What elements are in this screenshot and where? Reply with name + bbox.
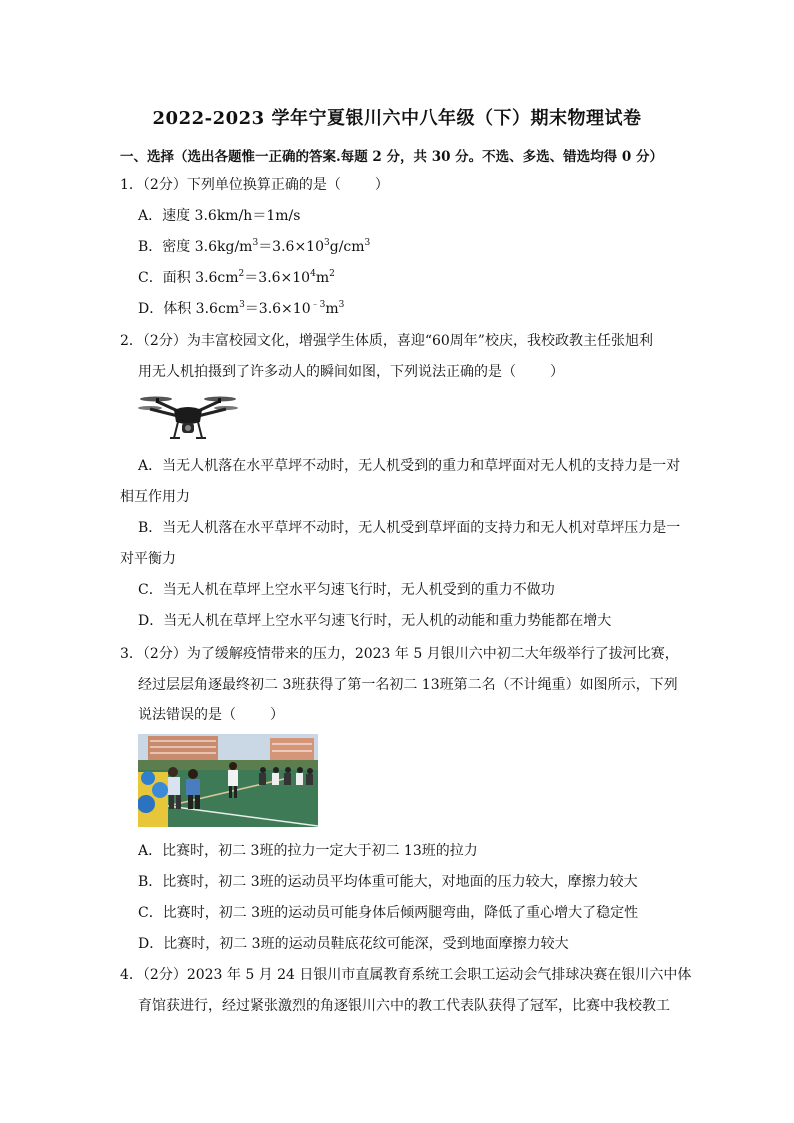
tug-of-war-photo (138, 734, 318, 827)
question-3-option-c: C．比赛时，初二 3班的运动员可能身体后倾两腿弯曲，降低了重心增大了稳定性 (138, 905, 639, 921)
question-3-stem-line1: 3．（2分）为了缓解疫情带来的压力，2023 年 5 月银川六中初二大年级举行了拔河比赛， (120, 646, 679, 662)
question-2-stem-line2: 用无人机拍摄到了许多动人的瞬间如图，下列说法正确的是（ ） (138, 364, 564, 380)
question-3-stem-line2: 经过层层角逐最终初二 3班获得了第一名初二 13班第二名（不计绳重）如图所示，下列 (138, 677, 678, 693)
question-1-stem: 1．（2分）下列单位换算正确的是（ ） (120, 177, 389, 193)
question-3-stem-line3: 说法错误的是（ ） (138, 707, 284, 723)
question-3-option-a: A．比赛时，初二 3班的拉力一定大于初二 13班的拉力 (138, 843, 478, 859)
question-1-option-c: C．面积 $3.6cm^2=3.6\times 10^4m^2$ (138, 269, 335, 286)
question-2-option-b-line2: 对平衡力 (120, 551, 176, 567)
question-1-option-d: D．体积 $3.6cm^3=3.6\times 10^{﹣3}m^3$ (138, 300, 345, 317)
question-2-stem-line1: 2．（2分）为丰富校园文化，增强学生体质，喜迎“60周年”校庆，我校政教主任张旭利 (120, 333, 653, 349)
question-3-option-d: D．比赛时，初二 3班的运动员鞋底花纹可能深，受到地面摩擦力较大 (138, 936, 569, 952)
drone-image (138, 392, 238, 444)
question-2-option-d: D．当无人机在草坪上空水平匀速飞行时，无人机的动能和重力势能都在增大 (138, 613, 612, 629)
question-1-option-b: B．密度 $3.6kg/m^3=3.6\times 10^3g/cm^3$ (138, 238, 371, 255)
question-2-option-a-line1: A．当无人机落在水平草坪不动时，无人机受到的重力和草坪面对无人机的支持力是一对 (138, 458, 681, 474)
question-2-option-b-line1: B．当无人机落在水平草坪不动时，无人机受到草坪面的支持力和无人机对草坪压力是一 (138, 520, 681, 536)
question-2-option-a-line2: 相互作用力 (120, 489, 190, 505)
question-1-option-a: A．速度 3.6km/h＝1m/s (138, 208, 301, 224)
question-4-stem-line1: 4．（2分）2023 年 5 月 24 日银川市直属教育系统工会职工运动会气排球决赛在银川六中体 (120, 967, 692, 983)
question-3-option-b: B．比赛时，初二 3班的运动员平均体重可能大，对地面的压力较大，摩擦力较大 (138, 874, 638, 890)
question-2-option-c: C．当无人机在草坪上空水平匀速飞行时，无人机受到的重力不做功 (138, 582, 555, 598)
page-title: 2022-2023 学年宁夏银川六中八年级（下）期末物理试卷 (152, 108, 642, 129)
question-4-stem-line2: 育馆获进行，经过紧张激烈的角逐银川六中的教工代表队获得了冠军，比赛中我校教工 (138, 998, 670, 1014)
section-heading: 一、选择（选出各题惟一正确的答案.每题 2 分，共 30 分。不选、多选、错选均得 0 分） (120, 149, 663, 165)
